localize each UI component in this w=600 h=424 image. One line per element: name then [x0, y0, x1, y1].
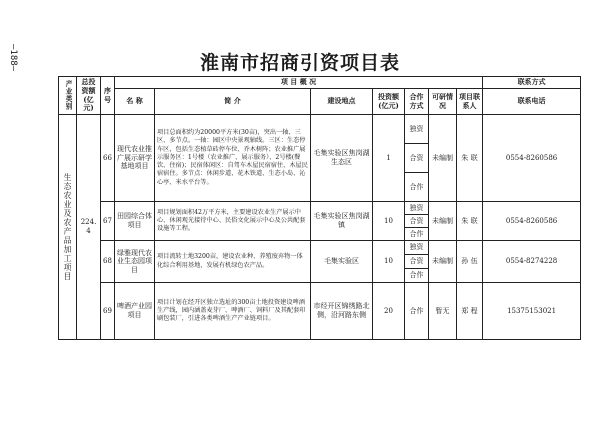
contact-person-cell: 朱 联 [457, 115, 483, 202]
phone-cell: 0554-8260586 [483, 115, 581, 202]
header-contact-group: 联系方式 [483, 77, 581, 89]
seq-cell: 67 [101, 202, 115, 241]
project-name-cell: 现代农业推广展示研学基地项目 [115, 115, 155, 202]
header-location: 建设地点 [311, 89, 373, 115]
industry-category-cell: 生态农业及农产品加工项目 [59, 115, 77, 340]
header-total-investment: 总投资额(亿元) [77, 77, 101, 115]
feasibility-cell: 未编制 [429, 115, 457, 202]
project-name-cell: 啤酒产业园项目 [115, 283, 155, 340]
feasibility-cell: 暂无 [429, 283, 457, 340]
table-row [59, 115, 581, 144]
amount-cell: 1 [373, 115, 405, 202]
coop-cell: 合作 [405, 283, 429, 340]
header-name: 名 称 [115, 89, 155, 115]
coop-cell: 合作 [405, 228, 429, 241]
page-number: —188— [8, 44, 18, 72]
location-cell: 毛集实验区焦岗湖镇 [311, 202, 373, 241]
header-amount: 投资额(亿元) [373, 89, 405, 115]
amount-cell: 20 [373, 283, 405, 340]
contact-person-cell: 朱 联 [457, 202, 483, 241]
header-intro: 简 介 [155, 89, 311, 115]
coop-cell: 合资 [405, 215, 429, 228]
seq-cell: 69 [101, 283, 115, 340]
contact-person-cell: 郑 程 [457, 283, 483, 340]
header-industry: 产业类别 [59, 77, 77, 115]
header-coop: 合作方式 [405, 89, 429, 115]
total-investment-cell: 224.4 [77, 115, 101, 340]
location-cell: 毛集实验区焦岗湖生态区 [311, 115, 373, 202]
investment-projects-table [58, 76, 581, 340]
amount-cell: 10 [373, 241, 405, 283]
amount-cell: 10 [373, 202, 405, 241]
project-name-cell: 田园综合体项目 [115, 202, 155, 241]
table-row [59, 241, 581, 255]
page-title: 淮南市招商引资项目表 [199, 52, 400, 74]
project-name-cell: 绿雅现代农业生态园项目 [115, 241, 155, 283]
table-row [59, 283, 581, 302]
project-intro-cell: 项目规划面积42万平方米，主要建设农业生产展示中心、休闲观光接待中心、民俗文化展示中心及公共配套设施等工程。 [155, 202, 311, 241]
coop-cell: 合资 [405, 144, 429, 173]
contact-person-cell: 孙 伍 [457, 241, 483, 283]
location-cell: 毛集实验区 [311, 241, 373, 283]
header-phone: 联系电话 [483, 89, 581, 115]
phone-cell: 0554-8260586 [483, 202, 581, 241]
seq-cell: 66 [101, 115, 115, 202]
project-intro-cell: 项目计划在经开区独立选址的300亩土地投资建设啤酒生产线，园内涵盖麦芽厂、啤酒厂、饲料厂及其配套印刷包装厂，引进各类啤酒生产产业链项目。 [155, 283, 311, 340]
phone-cell: 0554-8274228 [483, 241, 581, 283]
header-seq: 序号 [101, 77, 115, 115]
seq-cell: 68 [101, 241, 115, 283]
feasibility-cell: 未编制 [429, 202, 457, 241]
coop-cell: 独资 [405, 241, 429, 255]
phone-cell: 15375153021 [483, 283, 581, 340]
header-contact-person: 项目联系人 [457, 89, 483, 115]
project-intro-cell: 项目总面积约为20000平方米(30亩)，突出一轴、三区、多节点。一轴：园区中央景观轴线。三区：生态停车区，包括生态植草砖停车位、乔木树阵；农业推广展示服务区：1号楼（农业推广、展示服务）、2号楼(餐饮、住宿)；民宿体闲区：自驾车木屋民宿宿住、木屋民宿宿住。多节点：休闲步道、花木铁道、生态小岛、沁心亭、米水平台等。 [155, 115, 311, 202]
project-intro-cell: 项目流转土地3200亩，建设农业种、养殖废弃物一体化综合利用基地，发展有机绿色农产品。 [155, 241, 311, 283]
coop-cell: 合作 [405, 269, 429, 283]
location-cell: 市经开区锦绣路北侧，沿河路东侧 [311, 283, 373, 340]
feasibility-cell: 未编制 [429, 241, 457, 283]
table-row [59, 202, 581, 215]
coop-cell: 合资 [405, 255, 429, 269]
header-feasibility: 可研情况 [429, 89, 457, 115]
coop-cell: 独资 [405, 202, 429, 215]
coop-cell: 独资 [405, 115, 429, 144]
coop-cell: 合作 [405, 173, 429, 202]
header-project-overview: 项 目 概 况 [115, 77, 483, 89]
